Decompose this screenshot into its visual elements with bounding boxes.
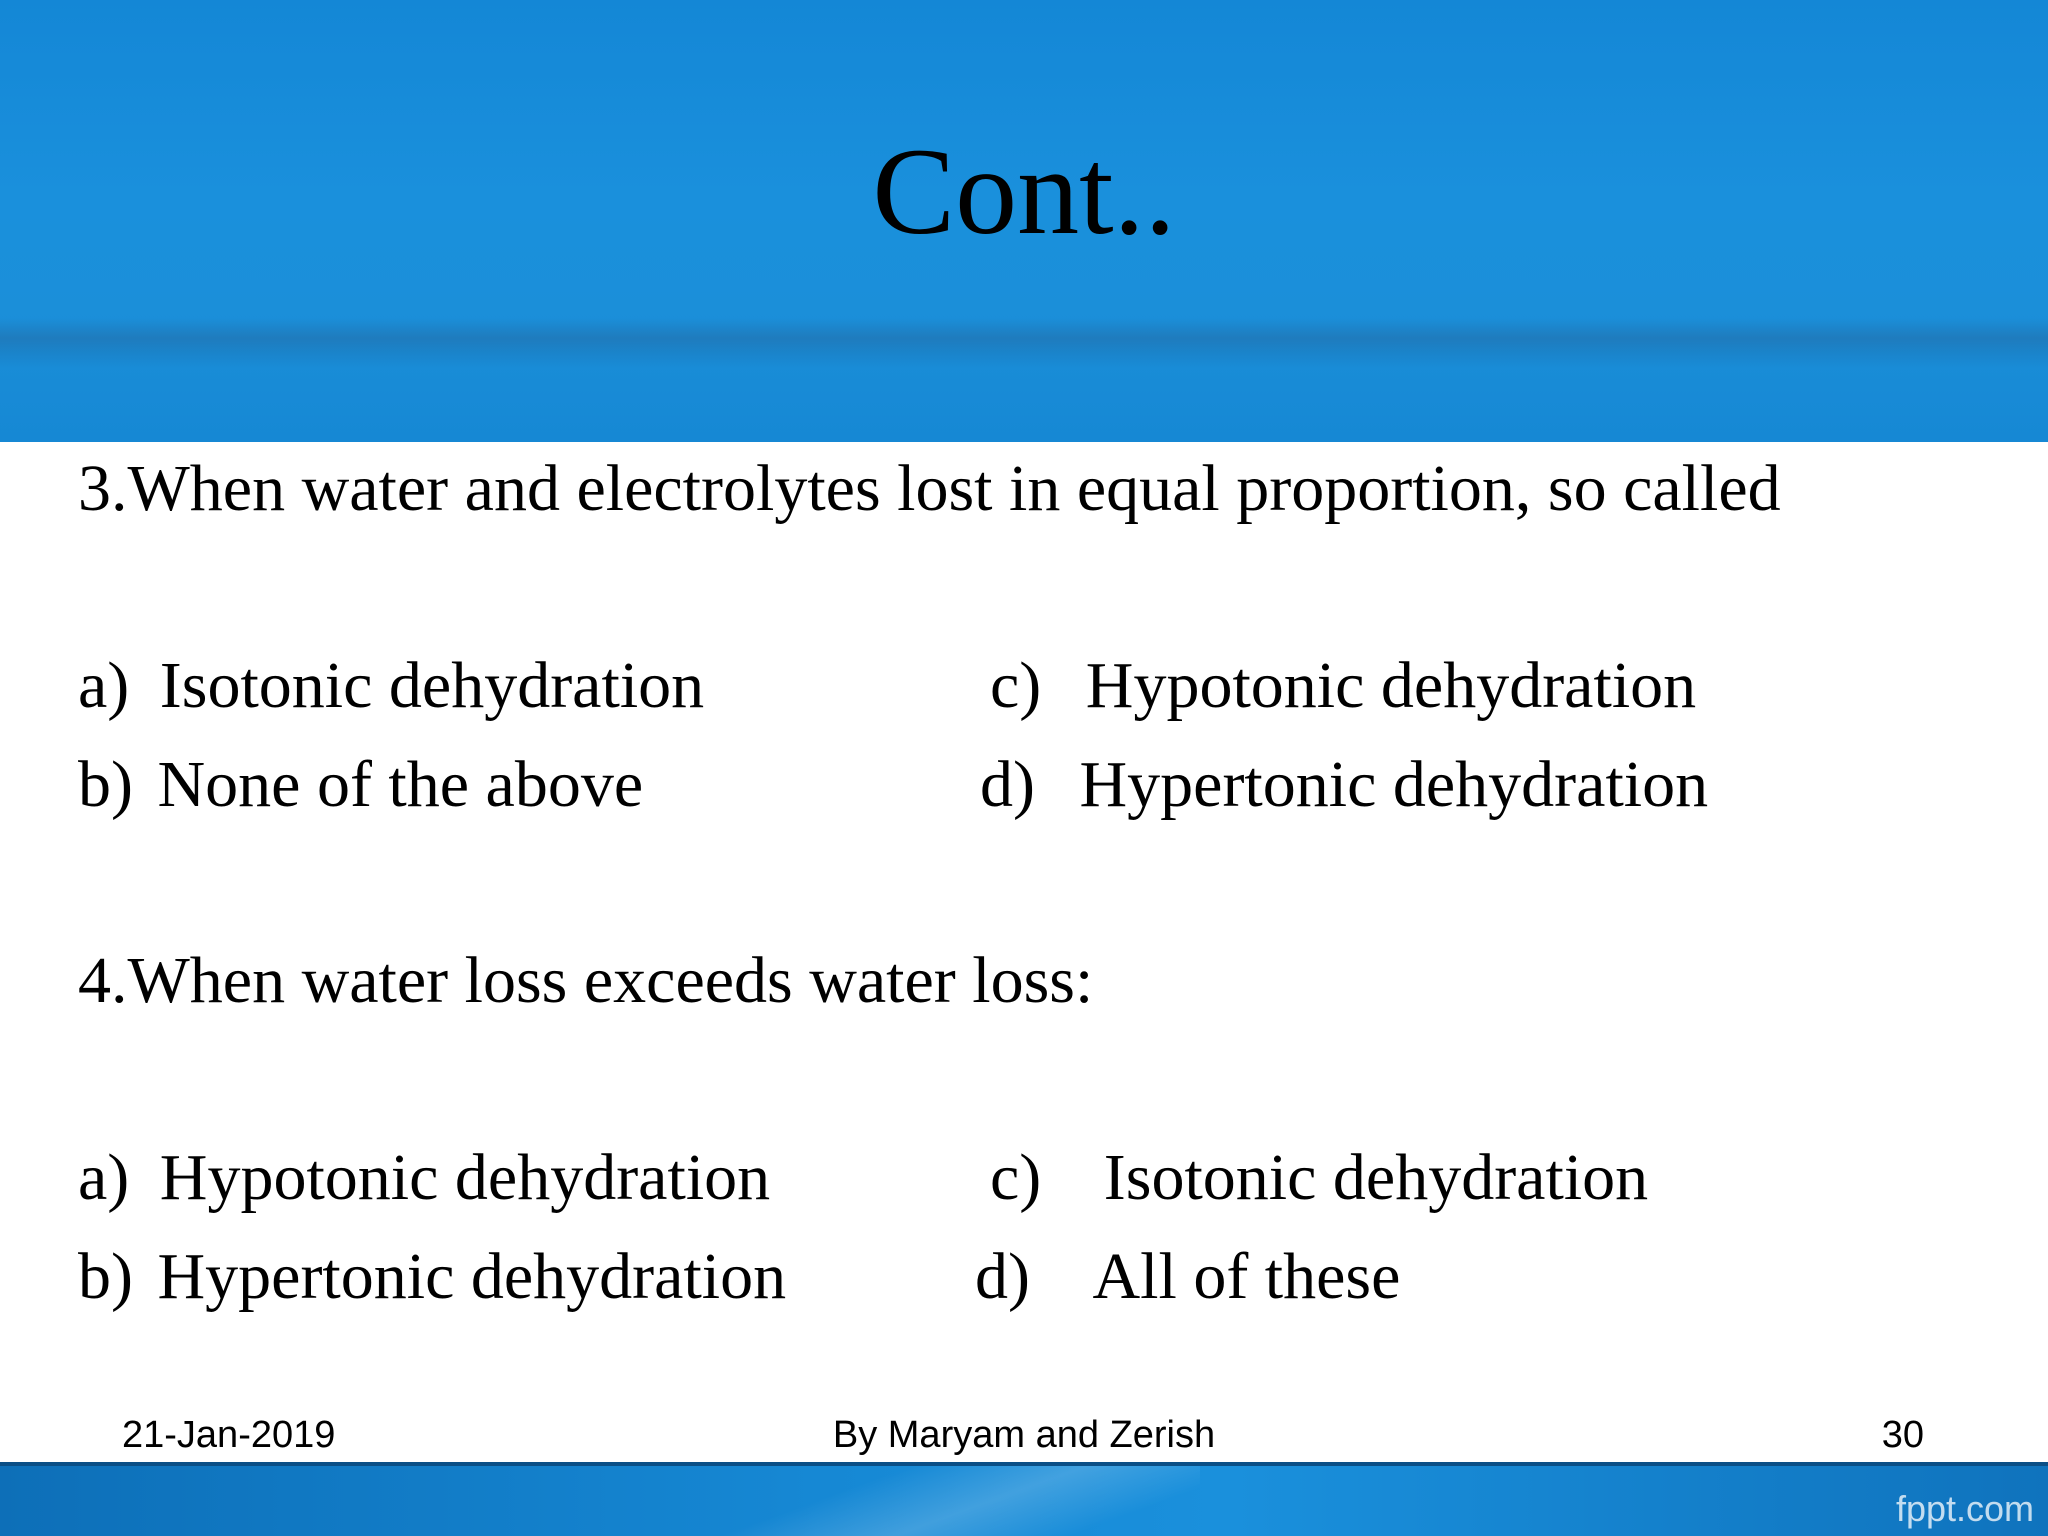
question-4-text: 4.When water loss exceeds water loss: xyxy=(78,944,1094,1017)
option-label: a) xyxy=(78,649,130,722)
option-text: All of these xyxy=(1092,1240,1401,1313)
option-label: c) xyxy=(990,649,1042,722)
option-text: Isotonic dehydration xyxy=(159,649,705,722)
question-4-option-b xyxy=(78,1240,787,1313)
option-text: None of the above xyxy=(157,748,644,821)
option-label: c) xyxy=(990,1141,1042,1214)
option-text: Hypertonic dehydration xyxy=(1079,748,1709,821)
option-text: Hypertonic dehydration xyxy=(157,1240,787,1313)
question-3-option-b xyxy=(78,748,644,821)
option-label: d) xyxy=(980,748,1035,821)
question-4-option-c xyxy=(990,1141,1649,1214)
question-3-text: 3.When water and electrolytes lost in equal proportion, so called xyxy=(78,452,1781,525)
option-text: Isotonic dehydration xyxy=(1103,1141,1649,1214)
option-text: Hypotonic dehydration xyxy=(1085,649,1697,722)
question-3-option-a xyxy=(78,649,705,722)
fppt-watermark: fppt.com xyxy=(1895,1488,2034,1529)
slide-title: Cont.. xyxy=(872,123,1176,260)
option-label: a) xyxy=(78,1141,130,1214)
option-label: b) xyxy=(78,748,133,821)
footer-page-number: 30 xyxy=(1881,1414,1924,1456)
question-3-option-c xyxy=(990,649,1697,722)
footer-author: By Maryam and Zerish xyxy=(832,1414,1216,1456)
question-3-option-d xyxy=(980,748,1709,821)
footer-band xyxy=(0,1462,2048,1536)
question-4-option-d xyxy=(975,1240,1401,1313)
option-label: b) xyxy=(78,1240,133,1313)
question-4-option-a xyxy=(78,1141,771,1214)
option-text: Hypotonic dehydration xyxy=(159,1141,771,1214)
option-label: d) xyxy=(975,1240,1030,1313)
footer-date: 21-Jan-2019 xyxy=(122,1414,336,1456)
